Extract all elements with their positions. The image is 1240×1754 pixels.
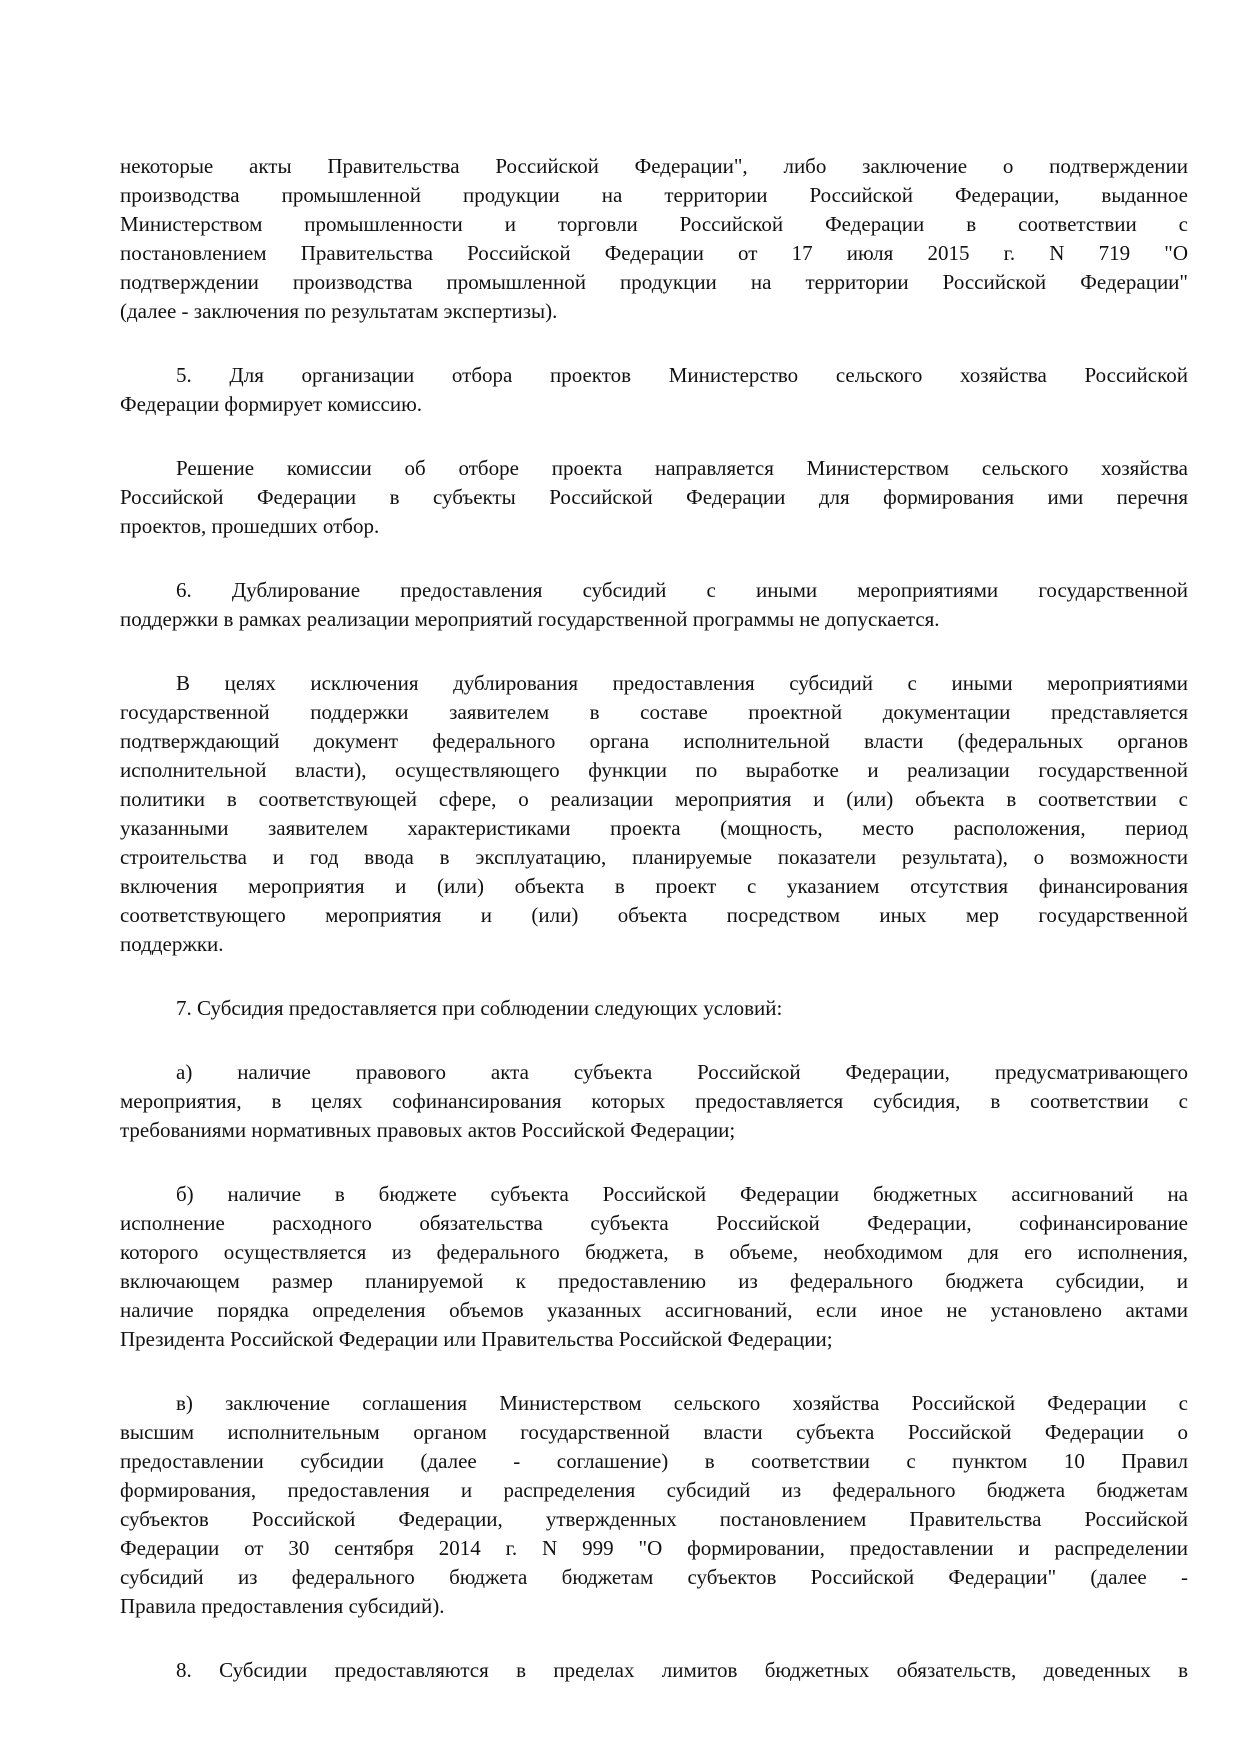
- text-line: Правила предоставления субсидий).: [120, 1594, 445, 1618]
- text-line: высшим исполнительным органом государственной власти субъекта Российской Федерации о: [120, 1420, 1188, 1444]
- text-line: Президента Российской Федерации или Правительства Российской Федерации;: [120, 1327, 833, 1351]
- text-line: 6. Дублирование предоставления субсидий с иными мероприятиями государственной: [176, 578, 1188, 602]
- text-line: исполнение расходного обязательства субъекта Российской Федерации, софинансирование: [120, 1211, 1188, 1235]
- paragraph: [120, 1656, 1188, 1685]
- text-line: Российской Федерации в субъекты Российской Федерации для формирования ими перечня: [120, 485, 1188, 509]
- text-line: Федерации от 30 сентября 2014 г. N 999 "О формировании, предоставлении и распределении: [120, 1536, 1188, 1560]
- text-line: государственной поддержки заявителем в составе проектной документации представляется: [120, 700, 1188, 724]
- paragraph: [120, 1180, 1188, 1354]
- text-line: подтверждающий документ федерального органа исполнительной власти (федеральных органов: [120, 729, 1188, 753]
- paragraph: [120, 152, 1188, 326]
- text-line: строительства и год ввода в эксплуатацию, планируемые показатели результата), о возможности: [120, 845, 1188, 869]
- paragraph: [120, 669, 1188, 959]
- text-line: а) наличие правового акта субъекта Российской Федерации, предусматривающего: [176, 1060, 1188, 1084]
- text-line: подтверждении производства промышленной продукции на территории Российской Федерации": [120, 270, 1188, 294]
- text-line: Федерации формирует комиссию.: [120, 392, 423, 416]
- text-line: формирования, предоставления и распределения субсидий из федерального бюджета бюджетам: [120, 1478, 1188, 1502]
- text-line: поддержки.: [120, 932, 224, 956]
- text-line: наличие порядка определения объемов указанных ассигнований, если иное не установлено актами: [120, 1298, 1188, 1322]
- text-line: субсидий из федерального бюджета бюджетам субъектов Российской Федерации" (далее -: [120, 1565, 1188, 1589]
- text-line: в) заключение соглашения Министерством сельского хозяйства Российской Федерации с: [176, 1391, 1188, 1415]
- document-page: [120, 152, 1188, 1720]
- text-line: б) наличие в бюджете субъекта Российской Федерации бюджетных ассигнований на: [176, 1182, 1188, 1206]
- text-line: постановлением Правительства Российской Федерации от 17 июля 2015 г. N 719 "О: [120, 241, 1188, 265]
- text-line: мероприятия, в целях софинансирования которых предоставляется субсидия, в соответствии с: [120, 1089, 1188, 1113]
- text-line: проектов, прошедших отбор.: [120, 514, 380, 538]
- text-line: включения мероприятия и (или) объекта в проект с указанием отсутствия финансирования: [120, 874, 1188, 898]
- text-line: предоставлении субсидии (далее - соглашение) в соответствии с пунктом 10 Правил: [120, 1449, 1188, 1473]
- paragraph: [120, 576, 1188, 634]
- text-line: поддержки в рамках реализации мероприятий государственной программы не допускается.: [120, 607, 940, 631]
- paragraph: [120, 1058, 1188, 1145]
- text-line: которого осуществляется из федерального бюджета, в объеме, необходимом для его исполнения,: [120, 1240, 1188, 1264]
- text-line: производства промышленной продукции на территории Российской Федерации, выданное: [120, 183, 1188, 207]
- paragraph: [120, 1389, 1188, 1621]
- text-line: требованиями нормативных правовых актов Российской Федерации;: [120, 1118, 736, 1142]
- text-line: политики в соответствующей сфере, о реализации мероприятия и (или) объекта в соответствии с: [120, 787, 1188, 811]
- text-line: субъектов Российской Федерации, утвержденных постановлением Правительства Российской: [120, 1507, 1188, 1531]
- paragraph: [120, 994, 1188, 1023]
- text-line: соответствующего мероприятия и (или) объекта посредством иных мер государственной: [120, 903, 1188, 927]
- paragraph: [120, 361, 1188, 419]
- text-line: Министерством промышленности и торговли Российской Федерации в соответствии с: [120, 212, 1188, 236]
- text-line: 8. Субсидии предоставляются в пределах лимитов бюджетных обязательств, доведенных в: [176, 1658, 1188, 1682]
- paragraph: [120, 454, 1188, 541]
- text-line: Решение комиссии об отборе проекта направляется Министерством сельского хозяйства: [176, 456, 1188, 480]
- text-line: включающем размер планируемой к предоставлению из федерального бюджета субсидии, и: [120, 1269, 1188, 1293]
- text-line: 5. Для организации отбора проектов Министерство сельского хозяйства Российской: [176, 363, 1188, 387]
- text-line: В целях исключения дублирования предоставления субсидий с иными мероприятиями: [176, 671, 1188, 695]
- text-line: исполнительной власти), осуществляющего функции по выработке и реализации государственной: [120, 758, 1188, 782]
- text-line: (далее - заключения по результатам экспертизы).: [120, 299, 558, 323]
- text-line: 7. Субсидия предоставляется при соблюдении следующих условий:: [176, 996, 783, 1020]
- text-line: указанными заявителем характеристиками проекта (мощность, место расположения, период: [120, 816, 1188, 840]
- text-line: некоторые акты Правительства Российской Федерации", либо заключение о подтверждении: [120, 154, 1188, 178]
